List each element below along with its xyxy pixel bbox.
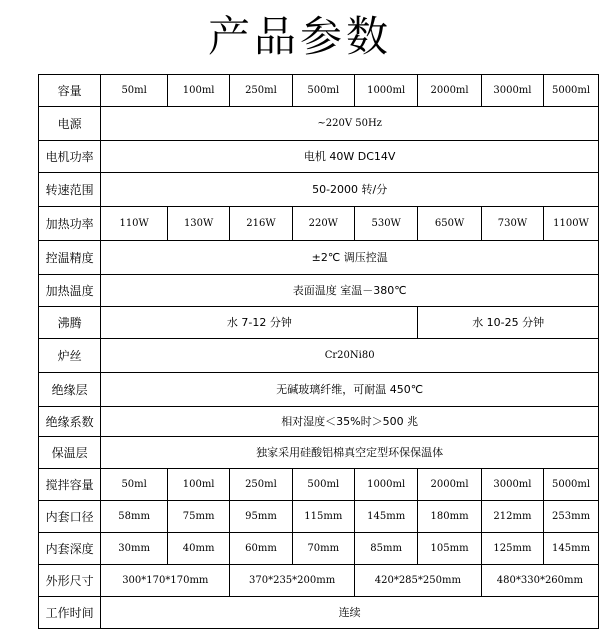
inner-depth-label: 内套深度 <box>39 533 101 565</box>
stir-capacity-cell: 250ml <box>230 469 292 501</box>
capacity-cell: 100ml <box>167 75 229 107</box>
inner-depth-cell: 105mm <box>418 533 481 565</box>
power-supply-value: ~220V 50Hz <box>101 107 599 141</box>
dimensions-cell: 420*285*250mm <box>354 565 481 597</box>
inner-diameter-cell: 115mm <box>292 501 354 533</box>
inner-depth-cell: 70mm <box>292 533 354 565</box>
row-boiling <box>39 307 599 339</box>
stir-capacity-cell: 500ml <box>292 469 354 501</box>
stir-capacity-cell: 50ml <box>101 469 168 501</box>
capacity-cell: 3000ml <box>481 75 543 107</box>
row-thermal-layer <box>39 437 599 469</box>
row-motor-power <box>39 141 599 173</box>
row-power-supply <box>39 107 599 141</box>
row-dimensions <box>39 565 599 597</box>
heating-power-cell: 110W <box>101 207 168 241</box>
row-heating-temp <box>39 275 599 307</box>
stir-capacity-cell: 1000ml <box>354 469 417 501</box>
inner-depth-cell: 40mm <box>167 533 229 565</box>
capacity-cell: 1000ml <box>354 75 417 107</box>
heating-temp-label: 加热温度 <box>39 275 101 307</box>
temp-accuracy-label: 控温精度 <box>39 241 101 275</box>
inner-diameter-cell: 95mm <box>230 501 292 533</box>
capacity-cell: 250ml <box>230 75 292 107</box>
heating-power-cell: 216W <box>230 207 292 241</box>
dimensions-label: 外形尺寸 <box>39 565 101 597</box>
row-stir-capacity <box>39 469 599 501</box>
work-time-value: 连续 <box>101 597 599 629</box>
stir-capacity-cell: 3000ml <box>481 469 543 501</box>
inner-depth-cell: 85mm <box>354 533 417 565</box>
row-inner-depth <box>39 533 599 565</box>
heating-power-cell: 530W <box>354 207 417 241</box>
inner-depth-cell: 60mm <box>230 533 292 565</box>
wire-label: 炉丝 <box>39 339 101 373</box>
boiling-cell: 水 7-12 分钟 <box>101 307 418 339</box>
heating-power-cell: 730W <box>481 207 543 241</box>
boiling-cell: 水 10-25 分钟 <box>418 307 599 339</box>
insulation-coef-label: 绝缘系数 <box>39 407 101 437</box>
insulation-coef-value: 相对湿度＜35%时＞500 兆 <box>101 407 599 437</box>
page-title: 产品参数 <box>207 12 392 61</box>
thermal-layer-value: 独家采用硅酸铝棉真空定型环保保温体 <box>101 437 599 469</box>
inner-diameter-cell: 58mm <box>101 501 168 533</box>
capacity-cell: 2000ml <box>418 75 481 107</box>
row-work-time <box>39 597 599 629</box>
heating-power-cell: 220W <box>292 207 354 241</box>
motor-power-value: 电机 40W DC14V <box>101 141 599 173</box>
row-insulation-layer <box>39 373 599 407</box>
inner-diameter-cell: 253mm <box>544 501 599 533</box>
dimensions-cell: 480*330*260mm <box>481 565 598 597</box>
motor-power-label: 电机功率 <box>39 141 101 173</box>
row-capacity <box>39 75 599 107</box>
stir-capacity-cell: 100ml <box>167 469 229 501</box>
capacity-cell: 500ml <box>292 75 354 107</box>
power-supply-label: 电源 <box>39 107 101 141</box>
heating-power-cell: 650W <box>418 207 481 241</box>
capacity-cell: 5000ml <box>544 75 599 107</box>
inner-diameter-cell: 212mm <box>481 501 543 533</box>
inner-depth-cell: 145mm <box>544 533 599 565</box>
inner-diameter-cell: 75mm <box>167 501 229 533</box>
row-heating-power <box>39 207 599 241</box>
stir-capacity-cell: 5000ml <box>544 469 599 501</box>
dimensions-cell: 300*170*170mm <box>101 565 230 597</box>
row-inner-diameter <box>39 501 599 533</box>
speed-range-label: 转速范围 <box>39 173 101 207</box>
capacity-label: 容量 <box>39 75 101 107</box>
stir-capacity-cell: 2000ml <box>418 469 481 501</box>
temp-accuracy-value: ±2℃ 调压控温 <box>101 241 599 275</box>
heating-temp-value: 表面温度 室温－380℃ <box>101 275 599 307</box>
thermal-layer-label: 保温层 <box>39 437 101 469</box>
boiling-label: 沸腾 <box>39 307 101 339</box>
heating-power-label: 加热功率 <box>39 207 101 241</box>
inner-depth-cell: 125mm <box>481 533 543 565</box>
row-wire <box>39 339 599 373</box>
dimensions-cell: 370*235*200mm <box>230 565 355 597</box>
row-insulation-coef <box>39 407 599 437</box>
inner-depth-cell: 30mm <box>101 533 168 565</box>
stir-capacity-label: 搅拌容量 <box>39 469 101 501</box>
inner-diameter-cell: 180mm <box>418 501 481 533</box>
inner-diameter-cell: 145mm <box>354 501 417 533</box>
insulation-layer-label: 绝缘层 <box>39 373 101 407</box>
speed-range-value: 50-2000 转/分 <box>101 173 599 207</box>
spec-table <box>38 74 599 629</box>
inner-diameter-label: 内套口径 <box>39 501 101 533</box>
row-speed-range <box>39 173 599 207</box>
insulation-layer-value: 无碱玻璃纤维，可耐温 450℃ <box>101 373 599 407</box>
heating-power-cell: 1100W <box>544 207 599 241</box>
wire-value: Cr20Ni80 <box>101 339 599 373</box>
heating-power-cell: 130W <box>167 207 229 241</box>
capacity-cell: 50ml <box>101 75 168 107</box>
work-time-label: 工作时间 <box>39 597 101 629</box>
row-temp-accuracy <box>39 241 599 275</box>
